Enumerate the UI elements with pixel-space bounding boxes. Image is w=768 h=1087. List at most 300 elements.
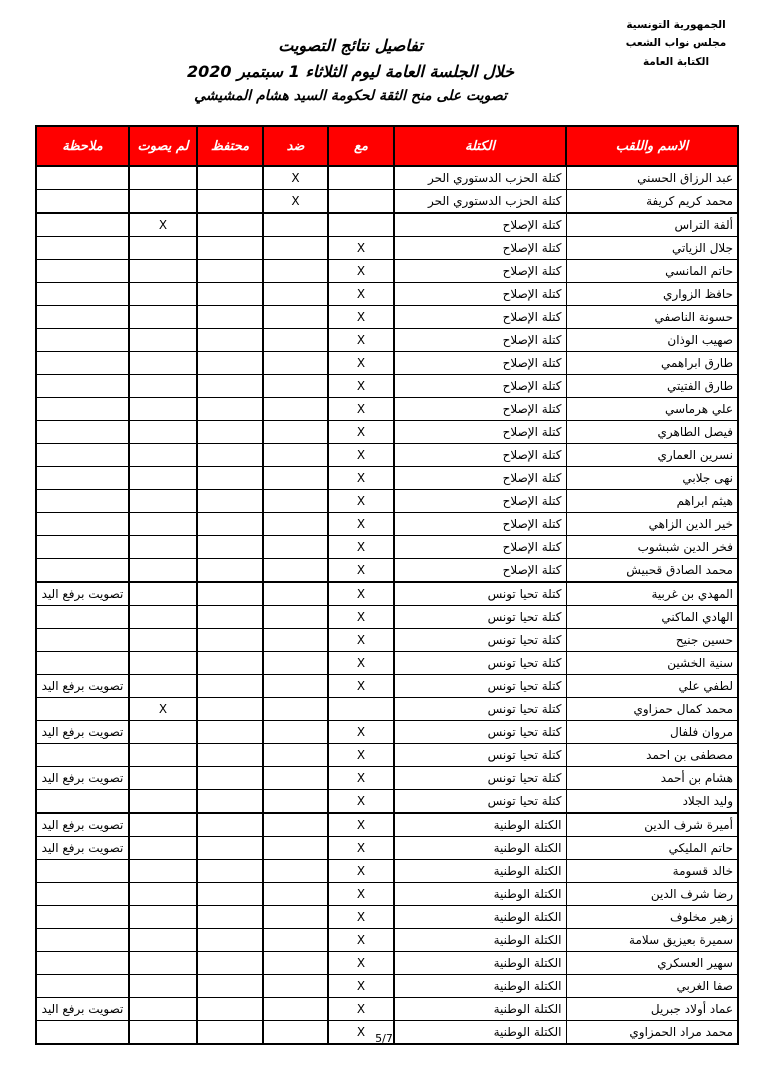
bloc-name: كتلة الإصلاح <box>394 352 566 375</box>
table-row <box>36 329 738 352</box>
note-cell <box>36 513 129 536</box>
note-cell: تصويت برفع اليد <box>36 837 129 860</box>
member-name: حاتم المليكي <box>566 837 738 860</box>
member-name: خالد قسومة <box>566 860 738 883</box>
vote-no-vote-cell <box>129 398 197 421</box>
vote-for-cell: X <box>328 467 394 490</box>
vote-no-vote-cell <box>129 629 197 652</box>
table-row <box>36 306 738 329</box>
vote-against-cell <box>263 721 328 744</box>
vote-no-vote-cell <box>129 767 197 790</box>
member-name: المهدي بن غربية <box>566 582 738 606</box>
bloc-name: كتلة تحيا تونس <box>394 698 566 721</box>
table-row <box>36 166 738 190</box>
vote-against-cell <box>263 536 328 559</box>
note-cell <box>36 190 129 214</box>
vote-against-cell <box>263 260 328 283</box>
member-name: محمد كريم كريفة <box>566 190 738 214</box>
table-row <box>36 744 738 767</box>
header-bloc: الكتلة <box>394 126 566 166</box>
bloc-name: الكتلة الوطنية <box>394 837 566 860</box>
vote-for-cell: X <box>328 744 394 767</box>
bloc-name: الكتلة الوطنية <box>394 998 566 1021</box>
header-note: ملاحظة <box>36 126 129 166</box>
note-cell <box>36 744 129 767</box>
bloc-name: كتلة تحيا تونس <box>394 721 566 744</box>
vote-abstain-cell <box>197 237 263 260</box>
table-row <box>36 352 738 375</box>
bloc-name: كتلة تحيا تونس <box>394 582 566 606</box>
member-name: محمد الصادق قحبيش <box>566 559 738 583</box>
note-cell: تصويت برفع اليد <box>36 675 129 698</box>
note-cell <box>36 237 129 260</box>
vote-for-cell <box>328 213 394 237</box>
vote-no-vote-cell <box>129 975 197 998</box>
vote-abstain-cell <box>197 721 263 744</box>
vote-abstain-cell <box>197 213 263 237</box>
vote-against-cell <box>263 975 328 998</box>
member-name: نسرين العماري <box>566 444 738 467</box>
member-name: الهادي الماكني <box>566 606 738 629</box>
bloc-name: الكتلة الوطنية <box>394 860 566 883</box>
note-cell <box>36 860 129 883</box>
vote-against-cell <box>263 398 328 421</box>
vote-against-cell <box>263 490 328 513</box>
vote-no-vote-cell <box>129 306 197 329</box>
bloc-name: كتلة الإصلاح <box>394 306 566 329</box>
table-row <box>36 398 738 421</box>
vote-abstain-cell <box>197 813 263 837</box>
vote-for-cell: X <box>328 513 394 536</box>
vote-no-vote-cell <box>129 283 197 306</box>
letterhead-assembly: مجلس نواب الشعب <box>625 37 727 50</box>
note-cell <box>36 559 129 583</box>
bloc-name: كتلة الإصلاح <box>394 329 566 352</box>
bloc-name: الكتلة الوطنية <box>394 975 566 998</box>
vote-for-cell: X <box>328 675 394 698</box>
table-row <box>36 952 738 975</box>
table-row <box>36 675 738 698</box>
table-body <box>36 166 738 1044</box>
vote-against-cell <box>263 582 328 606</box>
vote-for-cell: X <box>328 883 394 906</box>
vote-against-cell <box>263 837 328 860</box>
vote-against-cell <box>263 306 328 329</box>
letterhead <box>606 16 746 71</box>
vote-no-vote-cell <box>129 883 197 906</box>
vote-abstain-cell <box>197 675 263 698</box>
member-name: عبد الرزاق الحسني <box>566 166 738 190</box>
vote-abstain-cell <box>197 767 263 790</box>
table-row <box>36 237 738 260</box>
vote-for-cell: X <box>328 283 394 306</box>
vote-for-cell: X <box>328 260 394 283</box>
member-name: طارق الفتيتي <box>566 375 738 398</box>
member-name: وليد الجلاد <box>566 790 738 814</box>
bloc-name: الكتلة الوطنية <box>394 883 566 906</box>
bloc-name: الكتلة الوطنية <box>394 906 566 929</box>
letterhead-republic: الجمهورية التونسية <box>626 19 726 31</box>
bloc-name: كتلة تحيا تونس <box>394 606 566 629</box>
vote-no-vote-cell <box>129 906 197 929</box>
vote-against-cell <box>263 283 328 306</box>
vote-against-cell <box>263 675 328 698</box>
vote-against-cell <box>263 513 328 536</box>
table-row <box>36 260 738 283</box>
vote-abstain-cell <box>197 837 263 860</box>
vote-no-vote-cell <box>129 513 197 536</box>
vote-no-vote-cell <box>129 652 197 675</box>
note-cell: تصويت برفع اليد <box>36 767 129 790</box>
vote-for-cell: X <box>328 837 394 860</box>
table-header-row <box>36 126 738 166</box>
bloc-name: كتلة الإصلاح <box>394 375 566 398</box>
vote-abstain-cell <box>197 582 263 606</box>
vote-against-cell <box>263 444 328 467</box>
table-row <box>36 790 738 814</box>
vote-abstain-cell <box>197 352 263 375</box>
vote-for-cell: X <box>328 975 394 998</box>
vote-against-cell <box>263 998 328 1021</box>
vote-abstain-cell <box>197 952 263 975</box>
vote-against-cell <box>263 767 328 790</box>
vote-against-cell <box>263 559 328 583</box>
vote-against-cell: X <box>263 166 328 190</box>
note-cell <box>36 629 129 652</box>
vote-for-cell: X <box>328 559 394 583</box>
header-against: ضد <box>263 126 328 166</box>
table-row <box>36 444 738 467</box>
vote-against-cell <box>263 744 328 767</box>
bloc-name: كتلة تحيا تونس <box>394 652 566 675</box>
vote-for-cell: X <box>328 352 394 375</box>
table-row <box>36 559 738 583</box>
vote-against-cell <box>263 952 328 975</box>
vote-against-cell <box>263 237 328 260</box>
letterhead-secretariat: الكتابة العامة <box>642 55 710 68</box>
note-cell: تصويت برفع اليد <box>36 998 129 1021</box>
vote-against-cell <box>263 860 328 883</box>
vote-against-cell <box>263 629 328 652</box>
vote-against-cell <box>263 213 328 237</box>
vote-for-cell <box>328 698 394 721</box>
note-cell <box>36 352 129 375</box>
vote-no-vote-cell <box>129 606 197 629</box>
bloc-name: الكتلة الوطنية <box>394 813 566 837</box>
member-name: حاتم المانسي <box>566 260 738 283</box>
vote-against-cell <box>263 467 328 490</box>
vote-against-cell <box>263 606 328 629</box>
bloc-name: الكتلة الوطنية <box>394 929 566 952</box>
member-name: هشام بن أحمد <box>566 767 738 790</box>
vote-for-cell <box>328 190 394 214</box>
vote-for-cell: X <box>328 606 394 629</box>
table-row <box>36 582 738 606</box>
vote-abstain-cell <box>197 260 263 283</box>
vote-abstain-cell <box>197 998 263 1021</box>
vote-for-cell: X <box>328 813 394 837</box>
note-cell <box>36 952 129 975</box>
vote-abstain-cell <box>197 329 263 352</box>
vote-for-cell: X <box>328 536 394 559</box>
page-number: 5/7 <box>375 1032 393 1045</box>
vote-no-vote-cell <box>129 998 197 1021</box>
vote-abstain-cell <box>197 606 263 629</box>
vote-no-vote-cell <box>129 790 197 814</box>
member-name: زهير مخلوف <box>566 906 738 929</box>
vote-for-cell: X <box>328 1021 394 1045</box>
vote-abstain-cell <box>197 975 263 998</box>
member-name: طارق ابراهمي <box>566 352 738 375</box>
vote-abstain-cell <box>197 283 263 306</box>
bloc-name: كتلة تحيا تونس <box>394 790 566 814</box>
member-name: جلال الزياتي <box>566 237 738 260</box>
table-row <box>36 906 738 929</box>
vote-against-cell <box>263 813 328 837</box>
member-name: فخر الدين شبشوب <box>566 536 738 559</box>
vote-abstain-cell <box>197 306 263 329</box>
member-name: سميرة بعيزيق سلامة <box>566 929 738 952</box>
document-title-block <box>78 36 623 104</box>
header-for: مع <box>328 126 394 166</box>
member-name: فيصل الطاهري <box>566 421 738 444</box>
table-row <box>36 490 738 513</box>
vote-against-cell <box>263 698 328 721</box>
member-name: نهى جلابي <box>566 467 738 490</box>
member-name: مروان فلفال <box>566 721 738 744</box>
note-cell <box>36 329 129 352</box>
member-name: حسين جنيح <box>566 629 738 652</box>
vote-against-cell <box>263 421 328 444</box>
note-cell <box>36 444 129 467</box>
table-row <box>36 860 738 883</box>
vote-abstain-cell <box>197 444 263 467</box>
table-row <box>36 467 738 490</box>
vote-against-cell <box>263 883 328 906</box>
vote-no-vote-cell <box>129 421 197 444</box>
vote-for-cell: X <box>328 306 394 329</box>
vote-no-vote-cell <box>129 929 197 952</box>
member-name: مصطفى بن احمد <box>566 744 738 767</box>
table-row <box>36 213 738 237</box>
vote-no-vote-cell: X <box>129 213 197 237</box>
note-cell <box>36 421 129 444</box>
vote-no-vote-cell <box>129 675 197 698</box>
vote-abstain-cell <box>197 559 263 583</box>
table-row <box>36 929 738 952</box>
vote-abstain-cell <box>197 421 263 444</box>
vote-abstain-cell <box>197 860 263 883</box>
table-row <box>36 837 738 860</box>
vote-abstain-cell <box>197 883 263 906</box>
note-cell <box>36 906 129 929</box>
table-row <box>36 721 738 744</box>
vote-for-cell: X <box>328 629 394 652</box>
bloc-name: كتلة الإصلاح <box>394 283 566 306</box>
vote-against-cell <box>263 929 328 952</box>
member-name: صفا الغربي <box>566 975 738 998</box>
vote-abstain-cell <box>197 906 263 929</box>
member-name: صهيب الوذان <box>566 329 738 352</box>
note-cell: تصويت برفع اليد <box>36 813 129 837</box>
note-cell <box>36 606 129 629</box>
note-cell <box>36 467 129 490</box>
vote-against-cell <box>263 790 328 814</box>
vote-no-vote-cell: X <box>129 698 197 721</box>
vote-subject: تصويت على منح الثقة لحكومة السيد هشام المشيشي <box>194 88 507 104</box>
vote-for-cell: X <box>328 906 394 929</box>
bloc-name: كتلة الإصلاح <box>394 536 566 559</box>
vote-for-cell: X <box>328 237 394 260</box>
page-title: تفاصيل نتائج التصويت <box>278 36 423 55</box>
note-cell <box>36 536 129 559</box>
member-name: حسونة الناصفي <box>566 306 738 329</box>
note-cell <box>36 490 129 513</box>
member-name: محمد مراد الحمزاوي <box>566 1021 738 1045</box>
table-row <box>36 652 738 675</box>
note-cell <box>36 213 129 237</box>
vote-for-cell: X <box>328 398 394 421</box>
header-no-vote: لم يصوت <box>129 126 197 166</box>
vote-against-cell <box>263 906 328 929</box>
vote-no-vote-cell <box>129 860 197 883</box>
vote-abstain-cell <box>197 929 263 952</box>
member-name: لطفي علي <box>566 675 738 698</box>
vote-no-vote-cell <box>129 536 197 559</box>
note-cell <box>36 306 129 329</box>
vote-against-cell: X <box>263 190 328 214</box>
member-name: أميرة شرف الدين <box>566 813 738 837</box>
vote-abstain-cell <box>197 490 263 513</box>
vote-for-cell: X <box>328 998 394 1021</box>
vote-no-vote-cell <box>129 352 197 375</box>
member-name: سهير العسكري <box>566 952 738 975</box>
vote-no-vote-cell <box>129 582 197 606</box>
vote-for-cell: X <box>328 767 394 790</box>
vote-no-vote-cell <box>129 952 197 975</box>
vote-against-cell <box>263 329 328 352</box>
vote-abstain-cell <box>197 398 263 421</box>
bloc-name: كتلة الإصلاح <box>394 513 566 536</box>
note-cell <box>36 166 129 190</box>
note-cell <box>36 398 129 421</box>
member-name: خير الدين الزاهي <box>566 513 738 536</box>
member-name: عماد أولاد جبريل <box>566 998 738 1021</box>
note-cell <box>36 698 129 721</box>
bloc-name: كتلة تحيا تونس <box>394 675 566 698</box>
vote-no-vote-cell <box>129 837 197 860</box>
header-name: الاسم واللقب <box>566 126 738 166</box>
bloc-name: كتلة الإصلاح <box>394 260 566 283</box>
vote-no-vote-cell <box>129 490 197 513</box>
vote-for-cell: X <box>328 329 394 352</box>
vote-no-vote-cell <box>129 559 197 583</box>
note-cell <box>36 375 129 398</box>
vote-for-cell <box>328 166 394 190</box>
table-row <box>36 375 738 398</box>
table-row <box>36 190 738 214</box>
vote-abstain-cell <box>197 744 263 767</box>
header-abstain: محتفظ <box>197 126 263 166</box>
vote-for-cell: X <box>328 652 394 675</box>
vote-results-table <box>35 125 739 1045</box>
vote-abstain-cell <box>197 698 263 721</box>
vote-against-cell <box>263 375 328 398</box>
member-name: حافظ الزواري <box>566 283 738 306</box>
bloc-name: كتلة تحيا تونس <box>394 629 566 652</box>
table-row <box>36 975 738 998</box>
note-cell <box>36 652 129 675</box>
note-cell <box>36 883 129 906</box>
vote-no-vote-cell <box>129 190 197 214</box>
vote-no-vote-cell <box>129 467 197 490</box>
table-row <box>36 883 738 906</box>
bloc-name: كتلة الإصلاح <box>394 213 566 237</box>
vote-no-vote-cell <box>129 444 197 467</box>
vote-abstain-cell <box>197 190 263 214</box>
vote-for-cell: X <box>328 444 394 467</box>
session-subtitle: خلال الجلسة العامة ليوم الثلاثاء 1 سبتمبر 2020 <box>187 62 514 81</box>
vote-no-vote-cell <box>129 813 197 837</box>
vote-no-vote-cell <box>129 166 197 190</box>
bloc-name: كتلة الإصلاح <box>394 467 566 490</box>
member-name: علي هرماسي <box>566 398 738 421</box>
vote-abstain-cell <box>197 790 263 814</box>
vote-for-cell: X <box>328 929 394 952</box>
vote-for-cell: X <box>328 421 394 444</box>
table-row <box>36 998 738 1021</box>
table-row <box>36 513 738 536</box>
bloc-name: كتلة الإصلاح <box>394 559 566 583</box>
bloc-name: كتلة الحزب الدستوري الحر <box>394 166 566 190</box>
note-cell: تصويت برفع اليد <box>36 582 129 606</box>
table-row <box>36 606 738 629</box>
vote-abstain-cell <box>197 536 263 559</box>
table-row <box>36 283 738 306</box>
bloc-name: الكتلة الوطنية <box>394 1021 566 1045</box>
bloc-name: كتلة الإصلاح <box>394 421 566 444</box>
note-cell <box>36 790 129 814</box>
vote-for-cell: X <box>328 790 394 814</box>
note-cell: تصويت برفع اليد <box>36 721 129 744</box>
bloc-name: كتلة الإصلاح <box>394 444 566 467</box>
vote-no-vote-cell <box>129 237 197 260</box>
vote-no-vote-cell <box>129 260 197 283</box>
bloc-name: كتلة الإصلاح <box>394 237 566 260</box>
member-name: رضا شرف الدين <box>566 883 738 906</box>
vote-abstain-cell <box>197 513 263 536</box>
vote-abstain-cell <box>197 652 263 675</box>
member-name: سنية الخشين <box>566 652 738 675</box>
table-row <box>36 536 738 559</box>
table-row <box>36 813 738 837</box>
member-name: ألفة التراس <box>566 213 738 237</box>
table-row <box>36 421 738 444</box>
vote-no-vote-cell <box>129 375 197 398</box>
vote-against-cell <box>263 352 328 375</box>
vote-for-cell: X <box>328 952 394 975</box>
note-cell <box>36 975 129 998</box>
vote-against-cell <box>263 652 328 675</box>
bloc-name: كتلة الإصلاح <box>394 490 566 513</box>
vote-no-vote-cell <box>129 329 197 352</box>
table-row <box>36 698 738 721</box>
vote-abstain-cell <box>197 166 263 190</box>
vote-for-cell: X <box>328 860 394 883</box>
vote-for-cell: X <box>328 375 394 398</box>
vote-abstain-cell <box>197 629 263 652</box>
member-name: محمد كمال حمزاوي <box>566 698 738 721</box>
